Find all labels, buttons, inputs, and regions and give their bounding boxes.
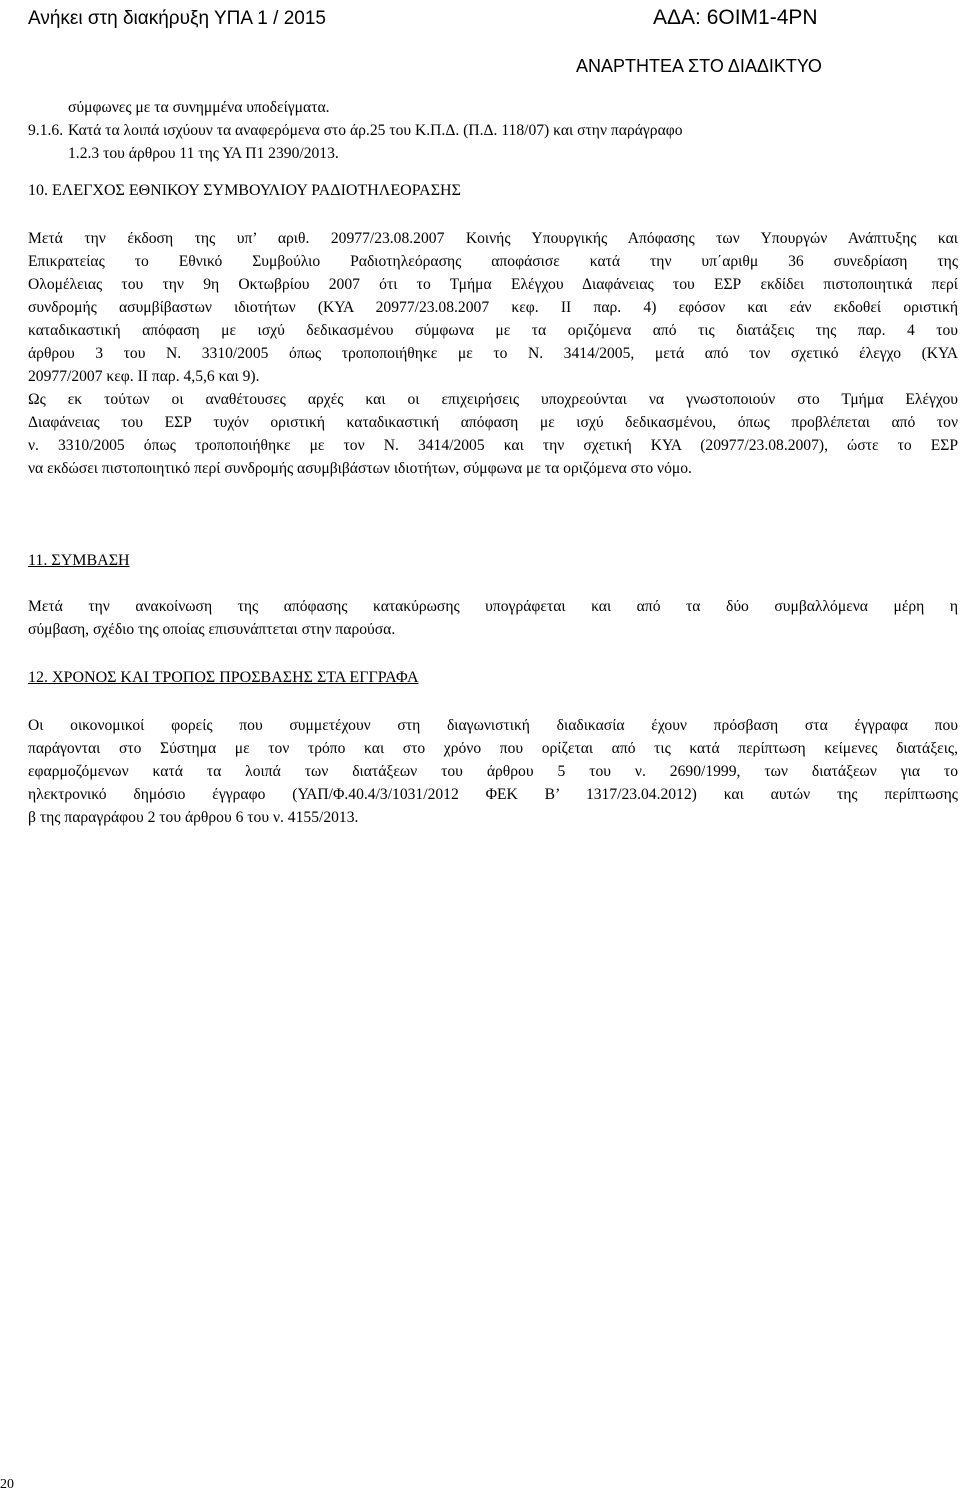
p2-line: Διαφάνειας του ΕΣΡ τυχόν οριστική καταδικαστική απόφαση με ισχύ δεδικασμένου, όπως προβλέπεται από τον (28, 414, 958, 431)
section-12-body (28, 714, 958, 829)
p2-line: ν. 3310/2005 όπως τροποποιήθηκε με τον Ν. 3414/2005 και την σχετική ΚΥΑ (20977/23.08.2007), ώστε το ΕΣΡ (28, 437, 958, 454)
item-9-1-6 (28, 119, 958, 142)
s11-line: σύμβαση, σχέδιο της οποίας επισυνάπτεται στην παρούσα. (28, 621, 396, 638)
section-10 (28, 179, 958, 202)
p2-line: Ως εκ τούτων οι αναθέτουσες αρχές και οι επιχειρήσεις υποχρεούνται να γνωστοποιούν στο Τμήμα Ελέγχου (28, 391, 958, 408)
p1-line: καταδικαστική απόφαση με ισχύ δεδικασμένου σύμφωνα με τα οριζόμενα από τις διατάξεις της παρ. 4 του (28, 322, 958, 339)
intro-line: σύμφωνες με τα συνημμένα υποδείγματα. (68, 99, 330, 116)
p1-line: Επικρατείας το Εθνικό Συμβούλιο Ραδιοτηλεόρασης αποφάσισε κατά την υπ΄αριθμ 36 συνεδρίαση της (28, 253, 958, 270)
p1-line: Ολομέλειας του την 9η Οκτωβρίου 2007 ότι το Τμήμα Ελέγχου Διαφάνειας του ΕΣΡ εκδίδει πιστοποιητικά περί (28, 276, 958, 293)
document-ada-code: ΑΔΑ: 6ΟΙΜ1-4ΡΝ (653, 6, 818, 29)
section-11-heading: 11. ΣΥΜΒΑΣΗ (28, 552, 130, 569)
p1-line: 20977/2007 κεφ. ΙΙ παρ. 4,5,6 και 9). (28, 368, 260, 385)
section-12-heading: 12. ΧΡΟΝΟΣ ΚΑΙ ΤΡΟΠΟΣ ΠΡΟΣΒΑΣΗΣ ΣΤΑ ΕΓΓΡΑΦΑ (28, 669, 419, 686)
s11-line: Μετά την ανακοίνωση της απόφασης κατακύρωσης υπογράφεται και από τα δύο συμβαλλόμενα μέρη η (28, 598, 958, 615)
section-10-body (28, 227, 958, 480)
s12-line: παράγονται στο Σύστημα με τον τρόπο και στο χρόνο που ορίζεται από τις κατά περίπτωση κείμενες διατάξεις, (28, 740, 958, 757)
section-12 (28, 666, 958, 689)
p2-line: να εκδώσει πιστοποιητικό περί συνδρομής ασυμβιβάστων ιδιοτήτων, σύμφωνα με τα οριζόμενα στο νόμο. (28, 460, 692, 477)
p1-line: άρθρου 3 του Ν. 3310/2005 όπως τροποποιήθηκε με το Ν. 3414/2005, μετά από τον σχετικό έλεγχο (ΚΥΑ (28, 345, 958, 362)
intro-block (28, 96, 958, 165)
header-subtitle: ΑΝΑΡΤΗΤΕΑ ΣΤΟ ΔΙΑΔΙΚΤΥΟ (576, 56, 822, 76)
page-number: 20 (0, 1477, 14, 1492)
s12-line: β της παραγράφου 2 του άρθρου 6 του ν. 4155/2013. (28, 809, 359, 826)
section-10-heading: 10. ΕΛΕΓΧΟΣ ΕΘΝΙΚΟΥ ΣΥΜΒΟΥΛΙΟΥ ΡΑΔΙΟΤΗΛΕΟΡΑΣΗΣ (28, 182, 461, 199)
header-left: Ανήκει στη διακήρυξη ΥΠΑ 1 / 2015 (28, 8, 326, 29)
section-11-body (28, 595, 958, 641)
s12-line: εφαρμοζόμενων κατά τα λοιπά των διατάξεων του άρθρου 5 του ν. 2690/1999, των διατάξεων για το (28, 763, 958, 780)
s12-line: ηλεκτρονικό δημόσιο έγγραφο (ΥΑΠ/Φ.40.4/3/1031/2012 ΦΕΚ Β’ 1317/23.04.2012) και αυτών της περίπτωσης (28, 786, 958, 803)
item-number: 9.1.6. (28, 122, 64, 139)
item-text: Κατά τα λοιπά ισχύουν τα αναφερόμενα στο άρ.25 του Κ.Π.Δ. (Π.Δ. 118/07) και στην παράγραφο (68, 122, 683, 139)
section-11 (28, 549, 958, 572)
s12-line: Οι οικονομικοί φορείς που συμμετέχουν στη διαγωνιστική διαδικασία έχουν πρόσβαση στα έγγραφα που (28, 717, 958, 734)
p1-line: Μετά την έκδοση της υπ’ αριθ. 20977/23.08.2007 Κοινής Υπουργικής Απόφασης των Υπουργών Ανάπτυξης και (28, 230, 958, 247)
item-text-cont: 1.2.3 του άρθρου 11 της ΥΑ Π1 2390/2013. (68, 145, 339, 162)
p1-line: συνδρομής ασυμβίβαστων ιδιοτήτων (ΚΥΑ 20977/23.08.2007 κεφ. ΙΙ παρ. 4) εφόσον και εάν εκδοθεί οριστική (28, 299, 958, 316)
